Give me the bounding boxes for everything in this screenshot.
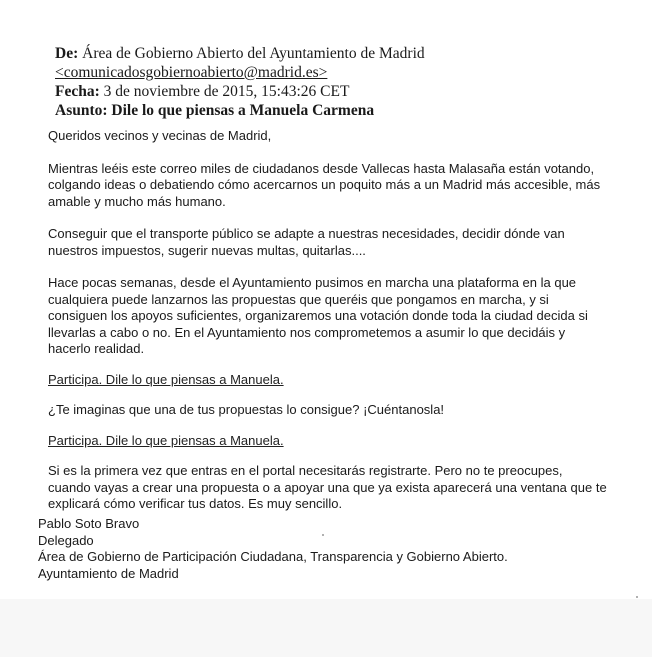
- subject-line: [55, 101, 475, 120]
- from-line: [55, 44, 475, 63]
- paragraph-4: ¿Te imaginas que una de tus propuestas lo consigue? ¡Cuéntanosla!: [48, 402, 445, 417]
- from-email-line: [55, 63, 475, 82]
- greeting: Queridos vecinos y vecinas de Madrid,: [48, 128, 272, 143]
- scan-speck: [636, 596, 638, 598]
- email-header: [55, 44, 475, 120]
- signature-org: Ayuntamiento de Madrid: [38, 565, 179, 581]
- subject-label: Asunto:: [55, 102, 108, 119]
- from-value: Área de Gobierno Abierto del Ayuntamiento de Madrid: [82, 45, 425, 62]
- date-line: [55, 82, 475, 101]
- email-body: [48, 128, 608, 513]
- signature-role: Delegado: [38, 532, 94, 548]
- paragraph-3: Hace pocas semanas, desde el Ayuntamiento pusimos en marcha una plataforma en la que cualquiera puede lanzarnos las propuestas que queréis que pongamos en marcha, y si consiguen los apoyos suficientes, organizaremos una votación donde toda la ciudad decida si llevarlas a cabo o no. En el Ayuntamiento nos comprometemos a asumir lo que decidáis y hacerlo realidad.: [48, 275, 588, 356]
- signature-name: Pablo Soto Bravo: [38, 516, 140, 531]
- participa-link-2[interactable]: Participa. Dile lo que piensas a Manuela.: [48, 432, 284, 448]
- signature: [38, 516, 558, 582]
- scan-speck: [322, 534, 324, 536]
- from-email[interactable]: <comunicadosgobiernoabierto@madrid.es>: [55, 64, 328, 81]
- date-value: 3 de noviembre de 2015, 15:43:26 CET: [103, 83, 350, 100]
- signature-dept: Área de Gobierno de Participación Ciudadana, Transparencia y Gobierno Abierto.: [38, 549, 508, 564]
- paragraph-2: Conseguir que el transporte público se adapte a nuestras necesidades, decidir dónde van nuestros impuestos, sugerir nuevas multas, quitarlas....: [48, 226, 565, 258]
- from-label: De:: [55, 45, 79, 62]
- paragraph-5: Si es la primera vez que entras en el portal necesitarás registrarte. Pero no te preocupes, cuando vayas a crear una propuesta o a apoyar una que ya exista aparecerá una ventana que te explicará cómo verificar tus datos. Es muy sencillo.: [48, 463, 607, 511]
- participa-link-1[interactable]: Participa. Dile lo que piensas a Manuela.: [48, 371, 284, 387]
- paragraph-1: Mientras leéis este correo miles de ciudadanos desde Vallecas hasta Malasaña están votando, colgando ideas o debatiendo cómo acercarnos un poquito más a un Madrid más accesible, más amable y mucho más humano.: [48, 160, 601, 209]
- subject-value: Dile lo que piensas a Manuela Carmena: [111, 102, 375, 119]
- date-label: Fecha:: [55, 83, 100, 100]
- scan-bottom-edge: [0, 599, 652, 657]
